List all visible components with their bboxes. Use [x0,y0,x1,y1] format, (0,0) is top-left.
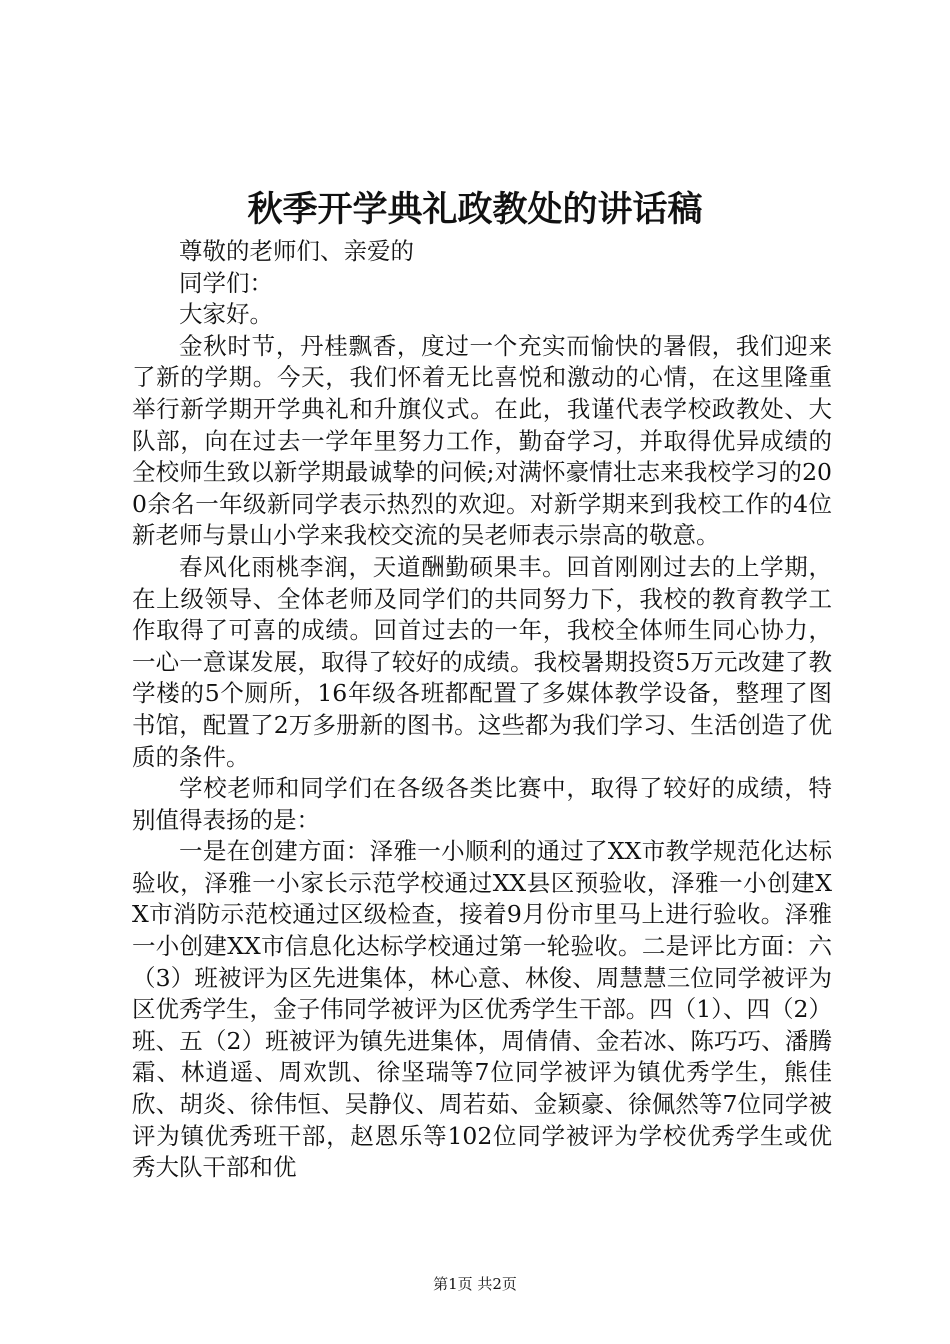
document-body [132,236,832,1184]
paragraph-achievements-intro: 学校老师和同学们在各级各类比赛中，取得了较好的成绩，特别值得表扬的是： [132,774,832,834]
paragraph-review: 春风化雨桃李润，天道酬勤硕果丰。回首刚刚过去的上学期，在上级领导、全体老师及同学们的共同努力下，我校的教育教学工作取得了可喜的成绩。回首过去的一年，我校全体师生同心协力，一心一意谋发展，取得了较好的成绩。我校暑期投资5万元改建了教学楼的5个厕所，16年级各班都配置了多媒体教学设备，整理了图书馆，配置了2万多册新的图书。这些都为我们学习、生活创造了优质的条件。 [132,552,832,771]
paragraph-salutation: 尊敬的老师们、亲爱的 [179,237,414,265]
paragraph-achievements-list: 一是在创建方面：泽雅一小顺利的通过了XX市教学规范化达标验收，泽雅一小家长示范学校通过XX县区预验收，泽雅一小创建XX市消防示范校通过区级检查，接着9月份市里马上进行验收。泽雅一小创建XX市信息化达标学校通过第一轮验收。二是评比方面：六（3）班被评为区先进集体，林心意、林俊、周慧慧三位同学被评为区优秀学生，金子伟同学被评为区优秀学生干部。四（1）、四（2）班、五（2）班被评为镇先进集体，周倩倩、金若冰、陈巧巧、潘腾霜、林逍遥、周欢凯、徐坚瑞等7位同学被评为镇优秀学生，熊佳欣、胡炎、徐伟恒、吴静仪、周若茹、金颖豪、徐佩然等7位同学被评为镇优秀班干部，赵恩乐等102位同学被评为学校优秀学生或优秀大队干部和优 [132,837,832,1182]
paragraph-greeting: 大家好。 [179,300,273,329]
paragraph-salutation-continued: 同学们： [179,268,273,297]
page-number-footer: 第1页 共2页 [433,1275,517,1293]
paragraph-opening: 金秋时节，丹桂飘香，度过一个充实而愉快的暑假，我们迎来了新的学期。今天，我们怀着无比喜悦和激动的心情，在这里隆重举行新学期开学典礼和升旗仪式。在此，我谨代表学校政教处、大队部，向在过去一学年里努力工作，勤奋学习，并取得优异成绩的全校师生致以新学期最诚挚的问候;对满怀豪情壮志来我校学习的200余名一年级新同学表示热烈的欢迎。对新学期来到我校工作的4位新老师与景山小学来我校交流的吴老师表示崇高的敬意。 [132,331,832,550]
document-title: 秋季开学典礼政教处的讲话稿 [247,189,703,230]
